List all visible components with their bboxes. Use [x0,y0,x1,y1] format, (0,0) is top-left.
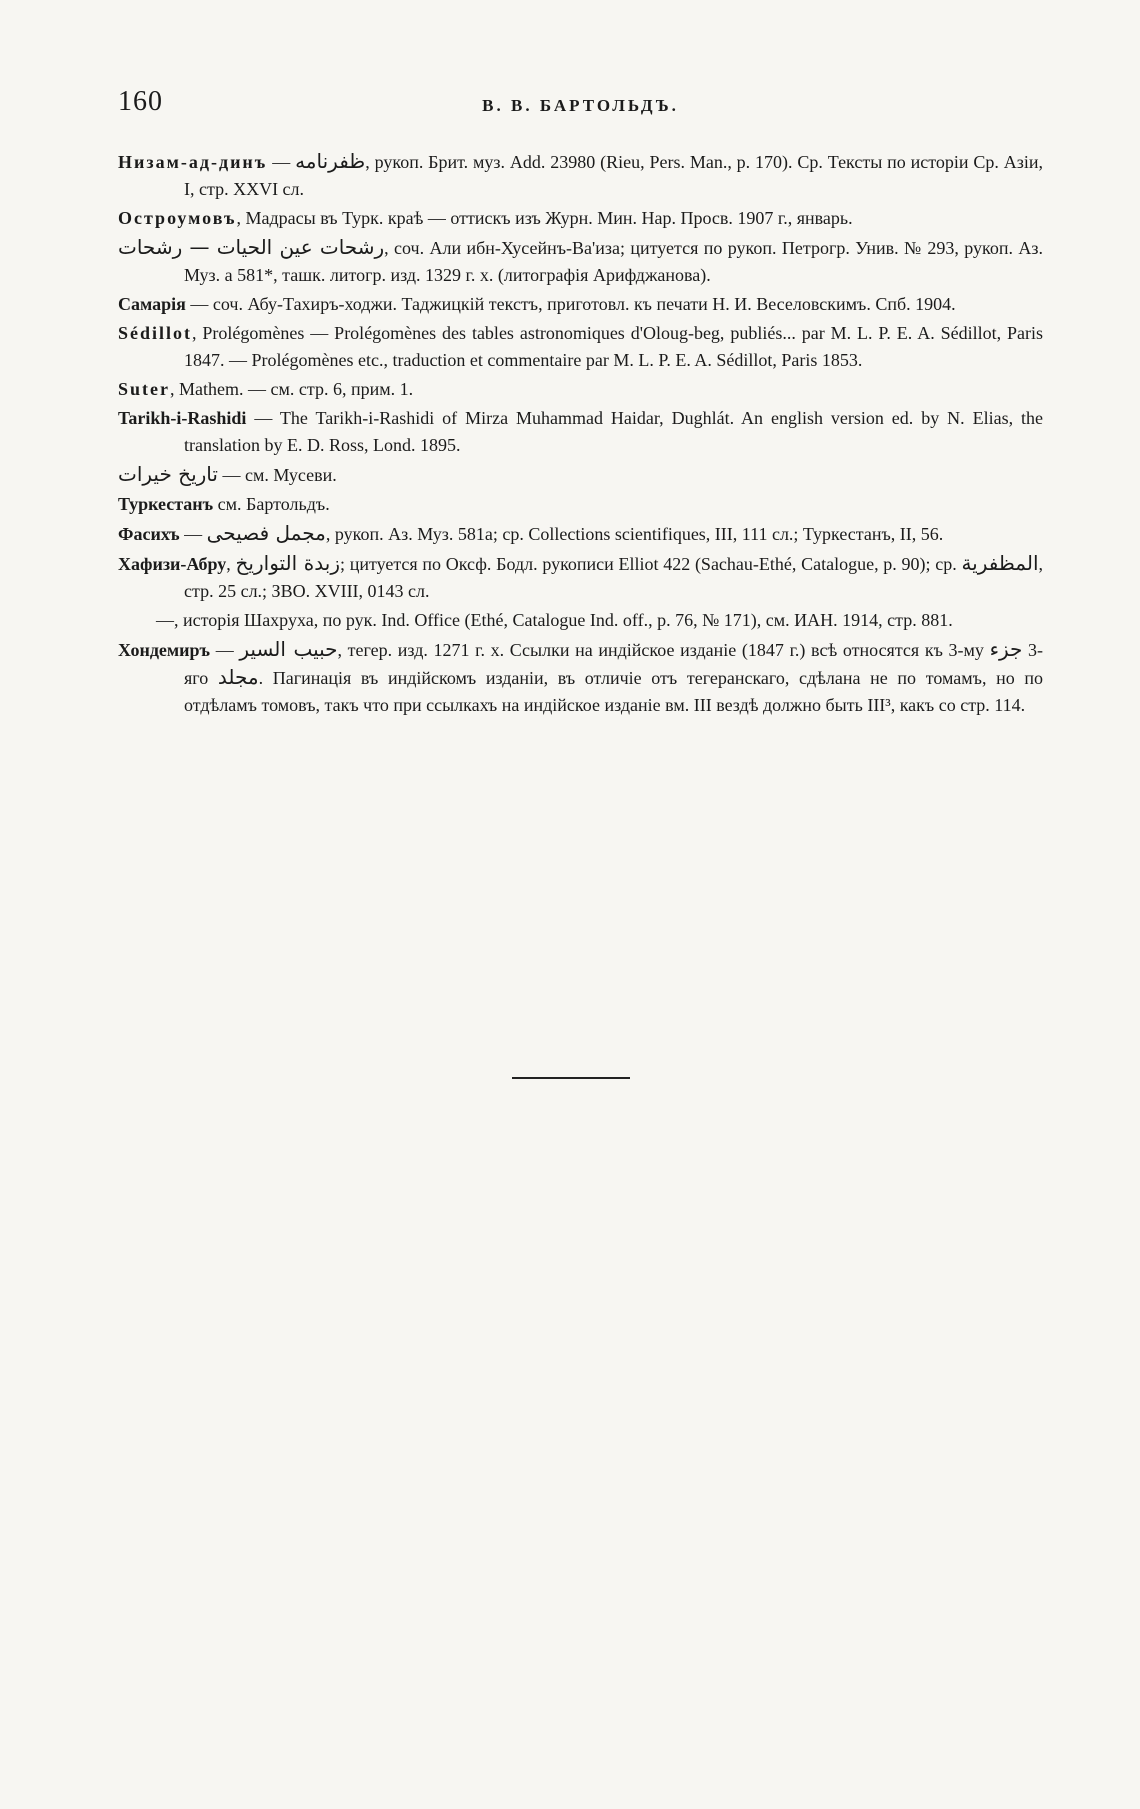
entry-term: Sédillot [118,323,193,343]
bibliography-entry [118,405,1043,459]
bibliography-entry [118,291,1043,318]
comma: , [226,554,236,574]
arabic-title: زبدة التواريخ [235,551,340,575]
bibliography-list [118,148,1043,719]
arabic-title: حبيب السير [239,637,338,661]
arabic-title-secondary: المظفرية [961,551,1039,575]
entry-term: Фасихъ [118,524,180,544]
arabic-word: مجلد [217,665,259,689]
bibliography-entry [118,461,1043,489]
entry-term: Самарія [118,294,186,314]
bibliography-entry [118,550,1043,605]
page-header [118,86,1043,130]
entry-text: , рукоп. Брит. муз. Add. 23980 (Rieu, Pers. Man., p. 170). Ср. Тексты по исторіи Ср. Азіи, I, стр. XXVI сл. [184,152,1044,199]
arabic-title: ظفرنامه [295,149,366,173]
entry-term: Tarikh-i-Rashidi [118,408,247,428]
entry-text: , Mathem. — см. стр. 6, прим. 1. [170,379,414,399]
arabic-title: مجمل فصيحى [206,521,326,545]
dash: — [272,152,296,172]
bibliography-subentry [118,607,1043,634]
entry-text: — соч. Абу-Тахиръ-ходжи. Таджицкій текстъ, приготовл. къ печати Н. И. Веселовскимъ. Спб. 1904. [185,294,956,314]
entry-text: — см. Мусеви. [217,465,337,485]
entry-term: Хафизи-Абру [118,554,227,574]
entry-text: — The Tarikh-i-Rashidi of Mirza Muhammad Haidar, Dughlát. An english version ed. by N. Elias, the translation by E. D. Ross, Lond. 1895. [184,408,1043,455]
entry-text: , Prolégomènes — Prolégomènes des tables astronomiques d'Oloug-beg, publiés... par M. L. P. E. A. Sédillot, Paris 1847. — Prolégomènes etc., traduction et commentaire par M. L. P. E. A. Sédillot, Paris 1853. [184,323,1043,370]
entry-term: Туркестанъ [118,494,214,514]
entry-term: Хондемиръ [118,640,211,660]
entry-term: Остроумовъ [118,208,237,228]
bibliography-entry [118,148,1043,203]
end-rule [512,1077,630,1079]
document-page [118,86,1043,721]
entry-text: . Пагинація въ индійскомъ изданіи, въ отличіе отъ тегеранскаго, сдѣлана не по томамъ, но по отдѣламъ томовъ, такъ что при ссылкахъ на индійское изданіе вм. III вездѣ должно быть III³, какъ со стр. 114. [184,668,1043,715]
running-head: В. В. БАРТОЛЬДЪ. [482,96,679,115]
bibliography-entry [118,376,1043,403]
bibliography-entry [118,636,1043,719]
entry-text: , тегер. изд. 1271 г. х. Ссылки на индійское изданіе (1847 г.) всѣ относятся къ 3-му [337,640,990,660]
arabic-word: جزء [989,637,1023,661]
entry-text: , стр. 25 сл.; ЗВО. XVIII, 0143 сл. [184,554,1043,601]
entry-text: , Мадрасы въ Турк. краѣ — оттискъ изъ Журн. Мин. Нар. Просв. 1907 г., январь. [236,208,853,228]
entry-text: ; цитуется по Оксф. Бодл. рукописи Elliot 422 (Sachau-Ethé, Catalogue, p. 90); ср. [339,554,962,574]
entry-term: Низам-ад-динъ [118,152,268,172]
entry-text: —, исторія Шахруха, по рук. Ind. Office (Ethé, Catalogue Ind. off., p. 76, № 171), см. ИАН. 1914, стр. 881. [156,610,953,630]
bibliography-entry [118,234,1043,289]
bibliography-entry [118,205,1043,232]
entry-text: 3-яго [184,640,1044,688]
arabic-title: رشحات عين الحيات — رشحات [118,235,385,259]
entry-text: , соч. Али ибн-Хусейнъ-Ва'иза; цитуется по рукоп. Петрогр. Унив. № 293, рукоп. Аз. Муз. а 581*, ташк. литогр. изд. 1329 г. х. (литографія Арифджанова). [184,238,1043,285]
dash: — [215,640,240,660]
arabic-title: تاريخ خيرات [118,462,218,486]
dash: — [184,524,207,544]
page-number: 160 [118,86,163,117]
entry-term: Suter [118,379,170,399]
bibliography-entry [118,320,1043,374]
bibliography-entry [118,520,1043,548]
entry-text: см. Бартольдъ. [213,494,330,514]
bibliography-entry [118,491,1043,518]
entry-text: , рукоп. Аз. Муз. 581а; ср. Collections scientifiques, III, 111 сл.; Туркестанъ, II, 56. [325,524,944,544]
